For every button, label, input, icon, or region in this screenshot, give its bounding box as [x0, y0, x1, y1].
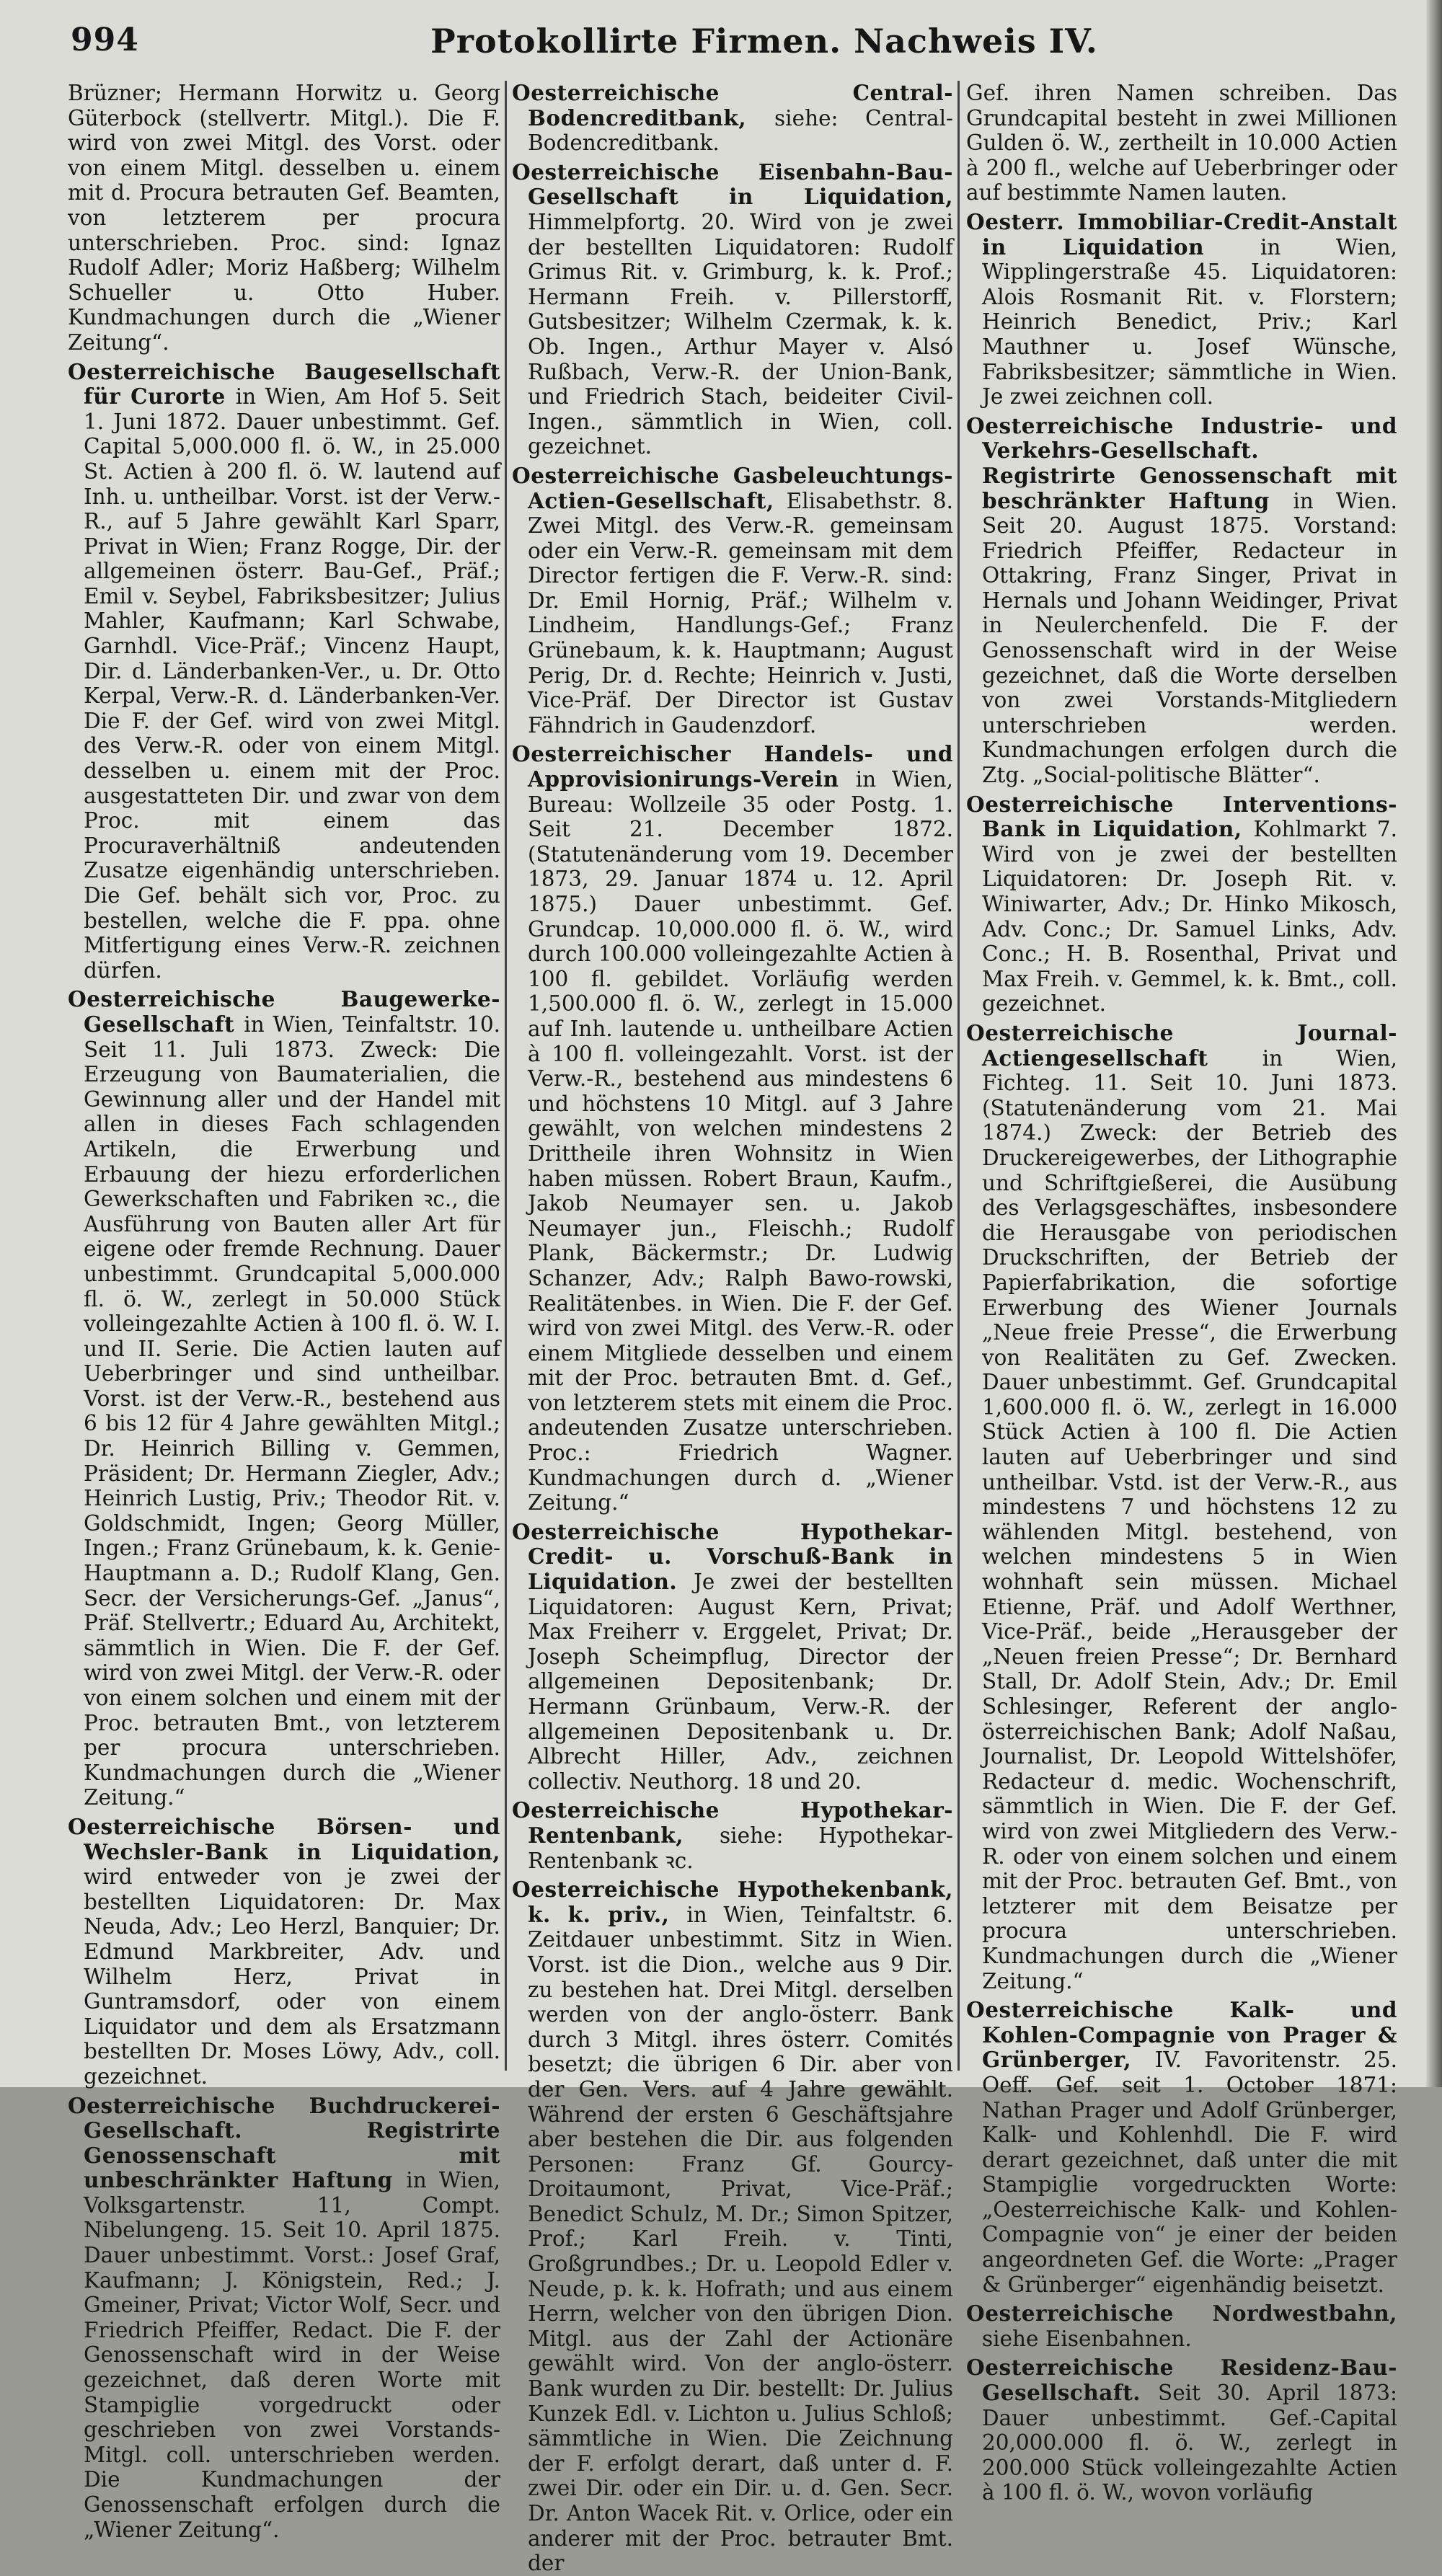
firm-entry	[68, 1815, 500, 2089]
firm-entry	[966, 2355, 1397, 2505]
entry-text: Seit 30. April 1873: Dauer unbestimmt. Gef.-Capital 20,000.000 fl. ö. W., zerlegt in 200.000 Stück volleingezahlte Actien à 100 fl. ö. W., wovon vorläufig	[982, 2381, 1397, 2505]
entry-text: in Wien, Teinfaltstr. 6. Zeitdauer unbestimmt. Sitz in Wien. Vorst. ist die Dion., welche aus 9 Dir. zu bestehen hat. Drei Mitgl. derselben werden von der anglo-österr. Bank durch 3 Mitgl. ihres österr. Comités besetzt; die übrigen 6 Dir. aber von der Gen. Vers. auf 4 Jahre gewählt. Während der ersten 6 Geschäftsjahre aber bestehen die Dir. aus folgenden Personen: Franz Gf. Gourcy-Droitaumont, Privat, Vice-Präf.; Benedict Schulz, M. Dr.; Simon Spitzer, Prof.; Karl Freih. v. Tinti, Großgrundbes.; Dr. u. Leopold Edler v. Neude, p. k. k. Hofrath; und aus einem Herrn, welcher von den übrigen Dion. Mitgl. aus der Zahl der Actionäre gewählt wird. Von der anglo-österr. Bank wurden zu Dir. bestellt: Dr. Julius Kunzek Edl. v. Lichton u. Julius Schloß; sämmtliche in Wien. Die Zeichnung der F. erfolgt derart, daß unter d. F. zwei Dir. oder ein Dir. u. d. Gen. Secr. Dr. Anton Wacek Rit. v. Orlice, oder ein anderer mit der Proc. betrauter Bmt. der	[528, 1902, 954, 2576]
entry-text: in Wien. Seit 20. August 1875. Vorstand: Friedrich Pfeiffer, Redacteur in Ottakring, Franz Singer, Privat in Hernals und Johann Weidinger, Privat in Neulerchenfeld. Die F. der Genossenschaft wird in der Weise gezeichnet, daß die Worte derselben von zwei Vorstands-Mitgliedern unterschrieben werden. Kundmachungen erfolgen durch die Ztg. „Social-politische Blätter“.	[982, 488, 1397, 788]
column-rule-2	[957, 81, 960, 2071]
column-rule-1	[505, 81, 507, 2071]
firm-name: Oesterreichische Journal-Actiengesellschaft	[966, 1019, 1397, 1071]
entry-text: in Wien, Teinfaltstr. 10. Seit 11. Juli 1873. Zweck: Die Erzeugung von Baumaterialien, die Gewinnung aller und der Handel mit allen in dieses Fach schlagenden Artikeln, die Erwerbung und Erbauung der hiezu erforderlichen Gewerkschaften und Fabriken ꝛc., die Ausführung von Bauten aller Art für eigene oder fremde Rechnung. Dauer unbestimmt. Grundcapital 5,000.000 fl. ö. W., zerlegt in 50.000 Stück volleingezahlte Actien à 100 fl. ö. W. I. und II. Serie. Die Actien lauten auf Ueberbringer und sind untheilbar. Vorst. ist der Verw.-R., bestehend aus 6 bis 12 für 4 Jahre gewählten Mitgl.; Dr. Heinrich Billing v. Gemmen, Präsident; Dr. Hermann Ziegler, Adv.; Heinrich Lustig, Priv.; Theodor Rit. v. Goldschmidt, Ingen; Georg Müller, Ingen.; Franz Grünebaum, k. k. Genie-Hauptmann a. D.; Rudolf Klang, Gen. Secr. der Versicherungs-Gef. „Janus“, Präf. Stellvertr.; Eduard Au, Architekt, sämmtlich in Wien. Die F. der Gef. wird von zwei Mitgl. der Verw.-R. oder von einem solchen und einem mit der Proc. betrauten Bmt., von letzterem per procura unterschrieben. Kundmachungen durch die „Wiener Zeitung.“	[84, 1012, 500, 1810]
firm-name: Oesterreichischer Handels- und Approvisionirungs-Verein	[512, 741, 953, 792]
firm-name: Oesterreichische Central-Bodencreditbank,	[512, 80, 953, 130]
firm-name: Oesterreichische Interventions-Bank in Liquidation,	[966, 791, 1397, 842]
firm-entry	[512, 1520, 953, 1794]
entry-text: siehe: Central-Bodencreditbank.	[528, 105, 954, 156]
firm-name: Oesterreichische Hypothekar-Credit- u. Vorschuß-Bank in Liquidation.	[512, 1518, 953, 1595]
firm-entry	[68, 987, 500, 1810]
entry-text: Brüzner; Hermann Horwitz u. Georg Güterbock (stellvertr. Mitgl.). Die F. wird von zwei Mitgl. des Vorst. oder von einem Mitgl. desselben u. einem mit d. Procura betrauten Gef. Beamten, von letzterem per procura unterschrieben. Proc. sind: Ignaz Rudolf Adler; Moriz Haßberg; Wilhelm Schueller u. Otto Huber. Kundmachungen durch die „Wiener Zeitung“.	[68, 81, 500, 355]
text-column-1	[68, 81, 500, 2542]
firm-entry	[68, 360, 500, 983]
entry-text: Je zwei der bestellten Liquidatoren: August Kern, Privat; Max Freiherr v. Erggelet, Privat; Dr. Joseph Scheimpflug, Director der allgemeinen Depositenbank; Dr. Hermann Grünbaum, Verw.-R. der allgemeinen Depositenbank u. Dr. Albrecht Hiller, Adv., zeichnen collectiv. Neuthorg. 18 und 20.	[528, 1570, 953, 1794]
firm-name: Oesterreichische Nordwestbahn,	[966, 2301, 1397, 2327]
firm-name: Oesterreichische Hypothekar-Rentenbank,	[512, 1797, 953, 1848]
firm-name: Oesterreichische Baugewerke-Gesellschaft	[68, 986, 500, 1037]
firm-name: Oesterr. Immobiliar-Credit-Anstalt in Liquidation	[966, 208, 1397, 260]
firm-name: Oesterreichische Börsen- und Wechsler-Bank in Liquidation,	[68, 1813, 500, 1864]
entry-continuation	[966, 81, 1397, 205]
firm-name: Oesterreichische Kalk- und Kohlen-Compagnie von Prager & Grünberger,	[966, 1997, 1397, 2073]
entry-text: Himmelpfortg. 20. Wird von je zwei der bestellten Liquidatoren: Rudolf Grimus Rit. v. Grimburg, k. k. Prof.; Hermann Freih. v. Pillerstorff, Gutsbesitzer; Wilhelm Czermak, k. k. Ob. Ingen., Arthur Mayer v. Alsó Rußbach, Verw.-R. der Union-Bank, und Friedrich Stach, beideiter Civil-Ingen., sämmtlich in Wien, coll. gezeichnet.	[528, 209, 953, 459]
page-number: 994	[71, 22, 139, 58]
entry-text: in Wien, Volksgartenstr. 11, Compt. Nibelungeng. 15. Seit 10. April 1875. Dauer unbestimmt. Vorst.: Josef Graf, Kaufmann; J. Königstein, Red.; J. Gmeiner, Privat; Victor Wolf, Secr. und Friedrich Pfeiffer, Redact. Die F. der Genossenschaft wird in der Weise gezeichnet, daß deren Worte mit Stampiglie vorgedruckt oder geschrieben von zwei Vorstands-Mitgl. coll. unterschrieben werden. Die Kundmachungen der Genossenschaft erfolgen durch die „Wiener Zeitung“.	[84, 2168, 500, 2542]
firm-entry	[966, 414, 1397, 788]
text-column-2	[512, 80, 954, 2576]
firm-entry	[966, 1021, 1397, 1993]
entry-text: in Wien, Bureau: Wollzeile 35 oder Postg. 1. Seit 21. December 1872. (Statutenänderung vom 19. December 1873, 29. Januar 1874 u. 12. April 1875.) Dauer unbestimmt. Gef. Grundcap. 10,000.000 fl. ö. W., wird durch 100.000 volleingezahlte Actien à 100 fl. gebildet. Vorläufig werden 1,500.000 fl. ö. W., zerlegt in 15.000 auf Inh. lautende u. untheilbare Actien à 100 fl. volleingezahlt. Vorst. ist der Verw.-R., bestehend aus mindestens 6 und höchstens 10 Mitgl. auf 3 Jahre gewählt, von welchen mindestens 2 Drittheile ihren Wohnsitz in Wien haben müssen. Robert Braun, Kaufm., Jakob Neumayer sen. u. Jakob Neumayer jun., Fleischh.; Rudolf Plank, Bäckermstr.; Dr. Ludwig Schanzer, Adv.; Ralph Bawo-rowski, Realitätenbes. in Wien. Die F. der Gef. wird von zwei Mitgl. des Verw.-R. oder einem Mitgliede desselben und einem mit der Proc. betrauten Bmt. d. Gef., von letzterem stets mit einem die Proc. andeutenden Zusatze unterschrieben. Proc.: Friedrich Wagner. Kundmachungen durch d. „Wiener Zeitung.“	[528, 767, 954, 1515]
firm-entry	[512, 742, 953, 1515]
firm-name: Oesterreichische Eisenbahn-Bau-Gesellschaft in Liquidation,	[512, 159, 953, 210]
entry-text: in Wien, Fichteg. 11. Seit 10. Juni 1873. (Statutenänderung vom 21. Mai 1874.) Zweck: der Betrieb des Druckereigewerbes, der Lithographie und Schriftgießerei, die Ausübung des Verlagsgeschäftes, insbesondere die Herausgabe von periodischen Druckschriften, der Betrieb der Papierfabrikation, die sofortige Erwerbung des Wiener Journals „Neue freie Presse“, die Erwerbung von Realitäten zu Gef. Zwecken. Dauer unbestimmt. Gef. Grundcapital 1,600.000 fl. ö. W., zerlegt in 16.000 Stück Actien à 100 fl. Die Actien lauten auf Ueberbringer und sind untheilbar. Vstd. ist der Verw.-R., aus mindestens 7 und höchstens 12 zu wählenden Mitgl. bestehend, von welchen mindestens 5 in Wien wohnhaft sein müssen. Michael Etienne, Präf. und Adolf Werthner, Vice-Präf., beide „Herausgeber der „Neuen freien Presse“; Dr. Bernhard Stall, Dr. Adolf Stein, Adv.; Dr. Emil Schlesinger, Referent der anglo-österreichischen Bank; Adolf Naßau, Journalist, Dr. Leopold Wittelshöfer, Redacteur d. medic. Wochenschrift, sämmtlich in Wien. Die F. der Gef. wird von zwei Mitgliedern des Verw.-R. oder von einem solchen und einem mit der Proc. betrauten Gef. Bmt., von letzterer mit dem Beisatze per procura unterschrieben. Kundmachungen durch die „Wiener Zeitung.“	[982, 1045, 1398, 1993]
firm-entry	[68, 2094, 500, 2543]
firm-name: Oesterreichische Buchdruckerei-Gesellschaft. Registrirte Genossenschaft mit unbeschränkter Haftung	[68, 2092, 500, 2193]
firm-entry	[966, 2301, 1397, 2351]
firm-name: Oesterreichische Hypothekenbank, k. k. priv.,	[512, 1877, 953, 1927]
entry-text: Elisabethstr. 8. Zwei Mitgl. des Verw.-R. gemeinsam oder ein Verw.-R. gemeinsam mit dem Director fertigen die F. Verw.-R. sind: Dr. Emil Hornig, Präf.; Wilhelm v. Lindheim, Handlungs-Gef.; Franz Grünebaum, k. k. Hauptmann; August Perig, Dr. d. Rechte; Heinrich v. Justi, Vice-Präf. Der Director ist Gustav Fähndrich in Gaudenzdorf.	[528, 488, 953, 738]
entry-text: IV. Favoritenstr. 25. Oeff. Gef. seit 1. October 1871: Nathan Prager und Adolf Grünberger, Kalk- und Kohlenhdl. Die F. wird derart gezeichnet, daß unter die mit Stampiglie vorgedruckten Worte: „Oesterreichische Kalk- und Kohlen-Compagnie von“ je einer der beiden angeordneten Gef. die Worte: „Prager & Grünberger“ eigenhändig beisetzt.	[982, 2048, 1397, 2297]
entry-text: Kohlmarkt 7. Wird von je zwei der bestellten Liquidatoren: Dr. Joseph Rit. v. Winiwarter, Adv.; Dr. Hinko Mikosch, Adv. Conc.; Dr. Samuel Links, Adv. Conc.; H. B. Rosenthal, Privat und Max Freih. v. Gemmel, k. k. Bmt., coll. gezeichnet.	[982, 817, 1397, 1017]
entry-text: siehe Eisenbahnen.	[982, 2326, 1192, 2351]
firm-name: Oesterreichische Gasbeleuchtungs-Actien-Gesellschaft,	[512, 462, 953, 513]
firm-entry	[966, 210, 1397, 410]
firm-entry	[512, 464, 953, 738]
firm-name: Oesterreichische Residenz-Bau-Gesellschaft.	[966, 2355, 1397, 2406]
entry-text: siehe: Hypothekar-Rentenbank ꝛc.	[528, 1823, 953, 1873]
page-edge-shadow	[1426, 0, 1442, 2087]
firm-entry	[512, 81, 953, 156]
firm-name: Oesterreichische Baugesellschaft für Curorte	[68, 358, 500, 410]
firm-entry	[512, 1798, 953, 1873]
firm-entry	[512, 160, 953, 459]
entry-continuation	[68, 81, 500, 355]
firm-entry	[512, 1877, 953, 2576]
firm-name: Oesterreichische Industrie- und Verkehrs-Gesellschaft. Registrirte Genossenschaft mit beschränkter Haftung	[966, 412, 1397, 513]
entry-text: in Wien, Am Hof 5. Seit 1. Juni 1872. Dauer unbestimmt. Gef. Capital 5,000.000 fl. ö. W., in 25.000 St. Actien à 200 fl. ö. W. lautend auf Inh. u. untheilbar. Vorst. ist der Verw.-R., auf 5 Jahre gewählt Karl Sparr, Privat in Wien; Franz Rogge, Dir. der allgemeinen österr. Bau-Gef., Präf.; Emil v. Seybel, Fabriksbesitzer; Julius Mahler, Kaufmann; Karl Schwabe, Garnhdl. Vice-Präf.; Vincenz Haupt, Dir. d. Länderbanken-Ver., u. Dr. Otto Kerpal, Verw.-R. d. Länderbanken-Ver. Die F. der Gef. wird von zwei Mitgl. des Verw.-R. oder von einem Mitgl. desselben u. einem mit der Proc. ausgestatteten Dir. und zwar von dem Proc. mit einem das Procuraverhältniß andeutenden Zusatze eigenhändig unterschrieben. Die Gef. behält sich vor, Proc. zu bestellen, welche die F. ppa. ohne Mitfertigung eines Verw.-R. zeichnen dürfen.	[84, 384, 500, 983]
page-title: Protokollirte Firmen. Nachweis IV.	[430, 22, 1098, 61]
firm-entry	[966, 792, 1397, 1017]
entry-text: in Wien, Wipplingerstraße 45. Liquidatoren: Alois Rosmanit Rit. v. Florstern; Heinrich Benedict, Priv.; Karl Mauthner u. Josef Wünsche, Fabriksbesitzer; sämmtliche in Wien. Je zwei zeichnen coll.	[982, 234, 1397, 410]
firm-entry	[966, 1998, 1397, 2297]
page-header	[0, 0, 1442, 85]
text-column-3	[966, 81, 1398, 2505]
entry-text: wird entweder von je zwei der bestellten Liquidatoren: Dr. Max Neuda, Adv.; Leo Herzl, Banquier; Dr. Edmund Markbreiter, Adv. und Wilhelm Herz, Privat in Guntramsdorf, oder von einem Liquidator und dem als Ersatzmann bestellten Dr. Moses Löwy, Adv., coll. gezeichnet.	[84, 1864, 500, 2089]
entry-text: Gef. ihren Namen schreiben. Das Grundcapital besteht in zwei Millionen Gulden ö. W., zertheilt in 10.000 Actien à 200 fl., welche auf Ueberbringer oder auf bestimmte Namen lauten.	[966, 81, 1397, 205]
